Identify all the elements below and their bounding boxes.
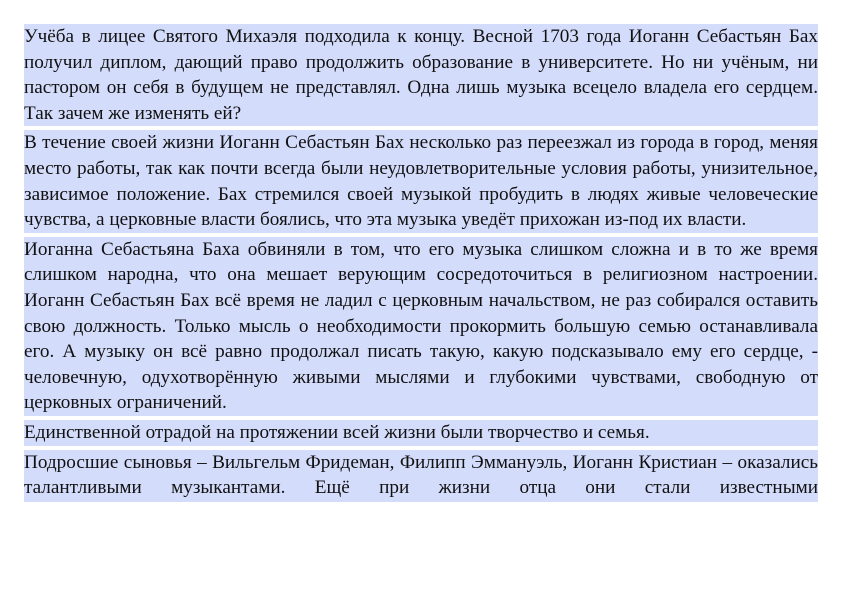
- paragraph-relocations: В течение своей жизни Иоганн Себастьян Бах несколько раз переезжал из города в город, меняя место работы, так как почти всегда были неудовлетворительные условия работы, унизительное, зависимое положение. Бах стремился своей музыкой пробудить в людях живые человеческие чувства, а церковные власти боялись, что эта музыка уведёт прихожан из-под их власти.: [24, 130, 818, 232]
- text-body: [24, 24, 818, 502]
- paragraph-sons: Подросшие сыновья – Вильгельм Фридеман, Филипп Эммануэль, Иоганн Кристиан – оказались талантливыми музыкантами. Ещё при жизни отца они стали известными: [24, 450, 818, 502]
- paragraph-accusations: Иоганна Себастьяна Баха обвиняли в том, что его музыка слишком сложна и в то же время слишком народна, что она мешает верующим сосредоточиться в религиозном настроении. Иоганн Себастьян Бах всё время не ладил с церковным начальством, не раз собирался оставить свою должность. Только мысль о необходимости прокормить большую семью останавливала его. А музыку он всё равно продолжал писать такую, какую подсказывало ему его сердце, - человечную, одухотворённую живыми мыслями и глубокими чувствами, свободную от церковных ограничений.: [24, 237, 818, 416]
- paragraph-joy: Единственной отрадой на протяжении всей жизни были творчество и семья.: [24, 420, 818, 446]
- paragraph-lyceum: Учёба в лицее Святого Михаэля подходила к концу. Весной 1703 года Иоганн Себастьян Бах получил диплом, дающий право продолжить образование в университете. Но ни учёным, ни пастором он себя в будущем не представлял. Одна лишь музыка всецело владела его сердцем. Так зачем же изменять ей?: [24, 24, 818, 126]
